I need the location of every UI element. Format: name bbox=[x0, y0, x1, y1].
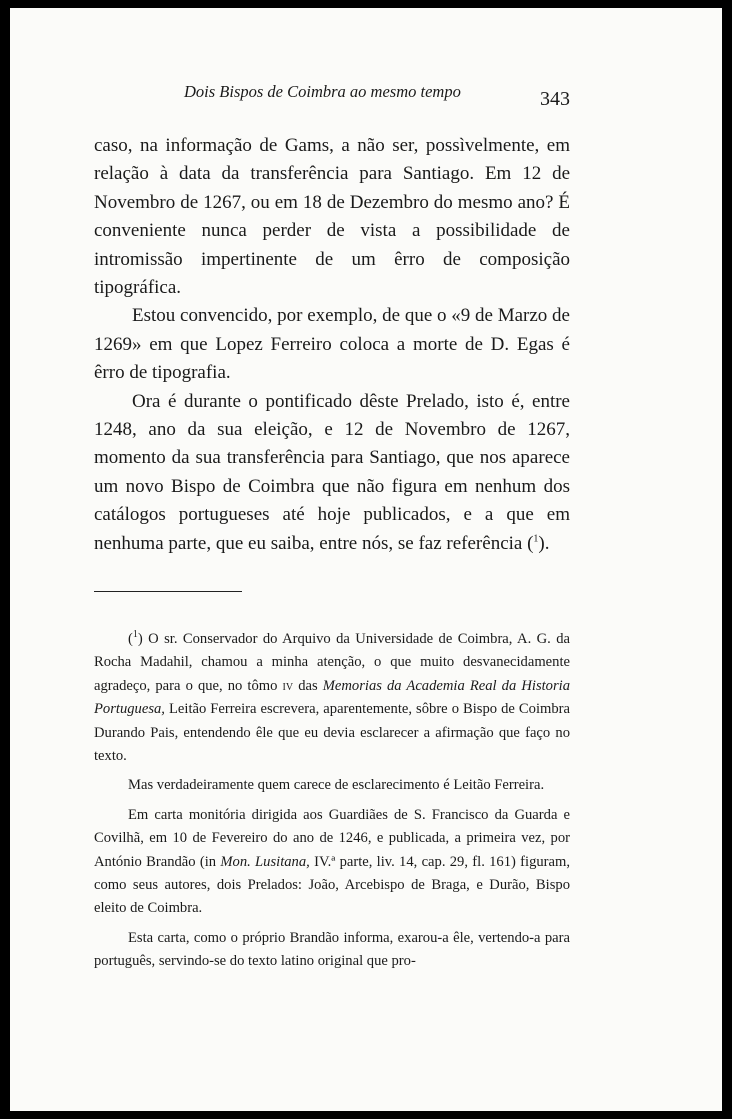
footnote-paragraph: Mas verdadeiramente quem carece de esclarecimento é Leitão Ferreira. bbox=[128, 777, 545, 794]
paragraph-end: ). bbox=[538, 532, 550, 554]
footnote-ref: 1 bbox=[533, 533, 539, 545]
book-page bbox=[10, 8, 722, 1111]
footnotes bbox=[94, 628, 570, 980]
footnote-paragraph: Esta carta, como o próprio Brandão informa, exarou-a êle, vertendo-a para português, servindo-se do texto latino original que pro- bbox=[94, 929, 570, 970]
body-text bbox=[94, 132, 570, 558]
footnote-marker: 1 bbox=[132, 629, 138, 641]
footnote-text: Leitão Ferreira escrevera, aparentemente, sôbre o Bispo de Coimbra Durando Pais, entendendo êle que eu devia esclarecer a afirmação que faço no texto. bbox=[94, 701, 570, 765]
footnote-text: Em carta monitória dirigida aos Guardiães de S. Francisco da Guarda e Covilhã, em 10 de Fevereiro do ano de 1246, e publicada, a primeira vez, por António Brandão (in bbox=[94, 806, 570, 870]
volume-number: iv bbox=[282, 677, 294, 694]
footnote-text: das bbox=[298, 677, 318, 694]
footnote-divider bbox=[94, 591, 242, 592]
paragraph: caso, na informação de Gams, a não ser, possìvelmente, em relação à data da transferência para Santiago. Em 12 de Novembro de 1267, ou em 18 de Dezembro do mesmo ano? É conveniente nunca perder de vista a possibilidade de intromissão impertinente de um êrro de composição tipográfica. bbox=[94, 135, 570, 299]
footnote: ($^1$) O sr. Conservador do Arquivo da Universidade de Coimbra, A. G. da Rocha Madahil, chamou a minha atenção, o que muito desvanecidamente agradeço, para o que, no tômo iv das Memorias da Academia Real da Historia Portuguesa, Leitão Ferreira escrevera, aparentemente, sôbre o Bispo de Coimbra Durando Pais, entendendo êle que eu devia esclarecer a afirmação que faço no texto. bbox=[94, 629, 571, 765]
paragraph: Ora é durante o pontificado dêste Prelado, isto é, entre 1248, ano da sua eleição, e 12 de Novembro de 1267, momento da sua transferência para Santiago, que nos aparece um novo Bispo de Coimbra que não figura em nenhum dos catálogos portugueses até hoje publicados, e a que em nenhuma parte, que eu saiba, entre nós, se faz referência ($^1$). bbox=[94, 390, 570, 554]
footnote-text: O sr. Conservador do Arquivo da Universidade de Coimbra, A. G. da Rocha Madahil, chamou a minha atenção, o que muito desvanecidamente agradeço, para o que, no tômo bbox=[94, 631, 570, 694]
footnote-paragraph bbox=[94, 804, 570, 921]
running-title: Dois Bispos de Coimbra ao mesmo tempo bbox=[184, 82, 461, 101]
paragraph-text: Ora é durante o pontificado dêste Prelado, isto é, entre 1248, ano da sua eleição, e 12 de Novembro de 1267, momento da sua transferência para Santiago, que nos aparece um novo Bispo de Coimbra que não figura em nenhum dos catálogos portugueses até hoje publicados, e a que em nenhuma parte, que eu saiba, entre nós, se faz referência bbox=[94, 390, 570, 554]
page-number: 343 bbox=[540, 88, 570, 110]
paragraph: Estou convencido, por exemplo, de que o «9 de Marzo de 1269» em que Lopez Ferreiro coloca a morte de D. Egas é êrro de tipografia. bbox=[94, 305, 570, 384]
footnote-text: IV.ª parte, liv. 14, cap. 29, fl. 161) figuram, como seus autores, dois Prelados: João, Arcebispo de Braga, e Durão, Bispo eleito de Coimbra. bbox=[94, 853, 571, 917]
work-title: Mon. Lusitana, bbox=[220, 853, 310, 870]
work-title: Memorias da Academia Real da Historia Portuguesa, bbox=[94, 677, 571, 718]
